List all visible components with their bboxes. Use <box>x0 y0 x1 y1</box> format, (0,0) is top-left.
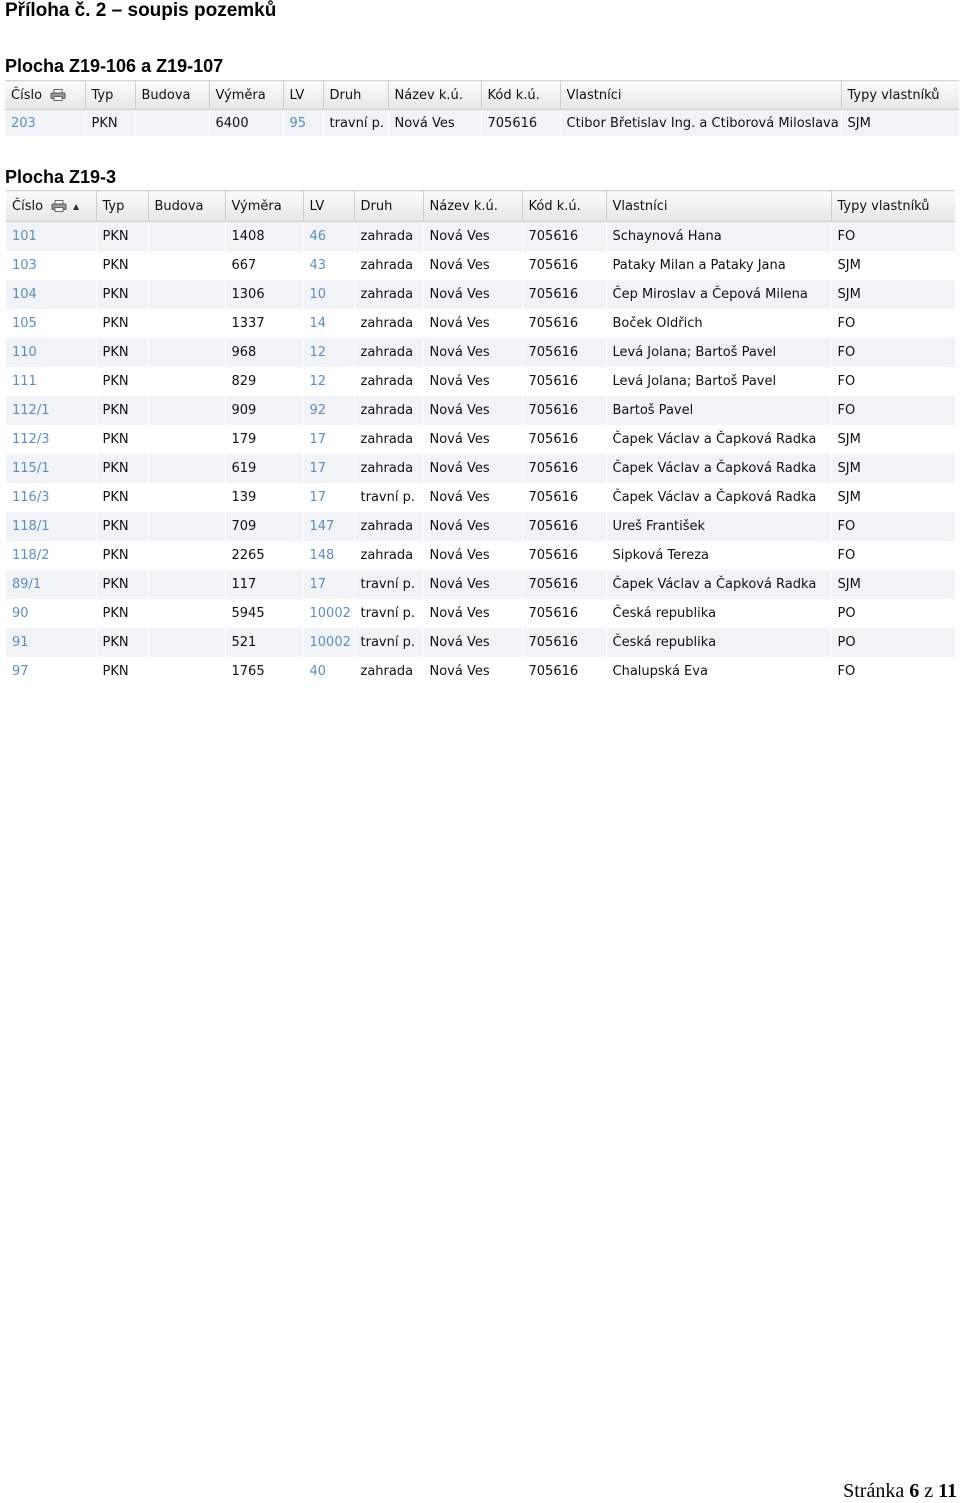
cell-typ: PKN <box>85 110 135 137</box>
column-header-lv[interactable] <box>283 81 323 110</box>
cell-druh: zahrada <box>354 425 423 454</box>
cell-vlastnici: Česká republika <box>606 599 831 628</box>
table-header-row <box>5 81 959 110</box>
cell-vlastnici: Bartoš Pavel <box>606 396 831 425</box>
cell-nazev-ku: Nová Ves <box>423 628 522 657</box>
cell-vlastnici: Česká republika <box>606 628 831 657</box>
cell-lv[interactable]: 17 <box>303 483 354 512</box>
footer-page-number: 6 <box>909 1480 920 1502</box>
table-row[interactable] <box>6 309 955 338</box>
cell-kod-ku: 705616 <box>522 512 606 541</box>
cell-typ: PKN <box>96 628 148 657</box>
column-header-label: Výměra <box>231 198 282 214</box>
cell-cislo[interactable]: 118/2 <box>6 541 96 570</box>
cell-vlastnici: Čapek Václav a Čapková Radka <box>606 570 831 599</box>
cell-kod-ku: 705616 <box>522 396 606 425</box>
cell-lv[interactable]: 92 <box>303 396 354 425</box>
column-header-label: Druh <box>360 198 393 214</box>
cell-budova <box>148 396 225 425</box>
cell-lv[interactable]: 12 <box>303 338 354 367</box>
cell-typy-vlastniku: SJM <box>831 251 955 280</box>
cell-cislo[interactable]: 91 <box>6 628 96 657</box>
cell-cislo[interactable]: 111 <box>6 367 96 396</box>
cell-druh: travní p. <box>354 599 423 628</box>
cell-lv[interactable]: 17 <box>303 570 354 599</box>
column-header-label: Typ <box>91 87 114 103</box>
cell-kod-ku: 705616 <box>522 483 606 512</box>
cell-lv[interactable]: 12 <box>303 367 354 396</box>
cell-kod-ku: 705616 <box>522 338 606 367</box>
cell-vymera: 667 <box>225 251 303 280</box>
cell-typy-vlastniku: FO <box>831 512 955 541</box>
table-row[interactable] <box>6 541 955 570</box>
cell-cislo[interactable]: 118/1 <box>6 512 96 541</box>
cell-vymera: 1765 <box>225 657 303 686</box>
cell-druh: zahrada <box>354 541 423 570</box>
cell-vlastnici: Sipková Tereza <box>606 541 831 570</box>
table-row[interactable] <box>6 483 955 512</box>
cell-typ: PKN <box>96 599 148 628</box>
sort-ascending-icon[interactable]: ▲ <box>73 201 80 211</box>
column-header-kod-ku[interactable] <box>522 191 606 222</box>
cell-nazev-ku: Nová Ves <box>423 338 522 367</box>
cell-kod-ku: 705616 <box>522 570 606 599</box>
cell-vlastnici: Boček Oldřich <box>606 309 831 338</box>
cell-cislo[interactable]: 116/3 <box>6 483 96 512</box>
cell-budova <box>148 222 225 252</box>
cell-lv[interactable]: 10002 <box>303 628 354 657</box>
cell-lv[interactable]: 46 <box>303 222 354 252</box>
table-row[interactable] <box>6 222 955 252</box>
column-header-vlastnici[interactable] <box>606 191 831 222</box>
cell-budova <box>148 512 225 541</box>
parcel-table-z19-3 <box>6 190 955 686</box>
cell-typ: PKN <box>96 251 148 280</box>
cell-typ: PKN <box>96 541 148 570</box>
cell-lv[interactable]: 147 <box>303 512 354 541</box>
cell-druh: zahrada <box>354 657 423 686</box>
cell-typ: PKN <box>96 657 148 686</box>
cell-kod-ku: 705616 <box>522 222 606 252</box>
cell-typy-vlastniku: FO <box>831 338 955 367</box>
cell-nazev-ku: Nová Ves <box>423 396 522 425</box>
column-header-typy-vlastniku[interactable] <box>831 191 955 222</box>
cell-lv[interactable]: 43 <box>303 251 354 280</box>
column-header-label: Vlastníci <box>566 87 622 103</box>
cell-nazev-ku: Nová Ves <box>423 454 522 483</box>
cell-typ: PKN <box>96 338 148 367</box>
cell-typy-vlastniku: SJM <box>831 425 955 454</box>
column-header-label: Kód k.ú. <box>528 198 581 214</box>
cell-vlastnici: Schaynová Hana <box>606 222 831 252</box>
cell-druh: zahrada <box>354 454 423 483</box>
cell-cislo[interactable]: 104 <box>6 280 96 309</box>
cell-cislo[interactable]: 112/3 <box>6 425 96 454</box>
cell-druh: zahrada <box>354 280 423 309</box>
cell-nazev-ku: Nová Ves <box>423 599 522 628</box>
cell-vlastnici: Pataky Milan a Pataky Jana <box>606 251 831 280</box>
column-header-label: Číslo <box>11 87 43 103</box>
cell-lv[interactable]: 95 <box>283 110 323 137</box>
cell-kod-ku: 705616 <box>522 367 606 396</box>
cell-budova <box>148 483 225 512</box>
footer-separator: z <box>924 1480 934 1502</box>
cell-lv[interactable]: 17 <box>303 425 354 454</box>
cell-nazev-ku: Nová Ves <box>388 110 481 137</box>
column-header-label: Výměra <box>215 87 266 103</box>
cell-vymera: 139 <box>225 483 303 512</box>
column-header-druh[interactable] <box>323 81 388 110</box>
cell-budova <box>148 454 225 483</box>
cell-vlastnici: Čep Miroslav a Čepová Milena <box>606 280 831 309</box>
column-header-druh[interactable] <box>354 191 423 222</box>
column-header-label: LV <box>289 87 305 103</box>
section-heading-z19-106-107: Plocha Z19-106 a Z19-107 <box>5 56 224 76</box>
cell-vlastnici: Čapek Václav a Čapková Radka <box>606 425 831 454</box>
cell-lv[interactable]: 14 <box>303 309 354 338</box>
cell-cislo[interactable]: 90 <box>6 599 96 628</box>
table-row[interactable] <box>6 280 955 309</box>
table-row[interactable] <box>6 367 955 396</box>
column-header-budova[interactable] <box>148 191 225 222</box>
cell-druh: zahrada <box>354 222 423 252</box>
table-row[interactable] <box>6 396 955 425</box>
column-header-label: Číslo <box>12 198 44 214</box>
cell-budova <box>135 110 209 137</box>
column-header-vlastnici[interactable] <box>560 81 841 110</box>
cell-typ: PKN <box>96 454 148 483</box>
cell-vymera: 521 <box>225 628 303 657</box>
cell-lv[interactable]: 17 <box>303 454 354 483</box>
cell-vymera: 5945 <box>225 599 303 628</box>
table-row[interactable] <box>6 251 955 280</box>
cell-lv[interactable]: 148 <box>303 541 354 570</box>
cell-kod-ku: 705616 <box>522 628 606 657</box>
column-header-label: Typy vlastníků <box>847 87 940 103</box>
cell-nazev-ku: Nová Ves <box>423 512 522 541</box>
column-header-label: Druh <box>329 87 362 103</box>
table-row[interactable] <box>6 570 955 599</box>
cell-nazev-ku: Nová Ves <box>423 657 522 686</box>
column-header-label: Název k.ú. <box>429 198 498 214</box>
cell-kod-ku: 705616 <box>522 309 606 338</box>
column-header-label: Budova <box>141 87 191 103</box>
cell-typy-vlastniku: PO <box>831 599 955 628</box>
section-heading-z19-3: Plocha Z19-3 <box>5 167 117 187</box>
column-header-kod-ku[interactable] <box>481 81 560 110</box>
cell-typy-vlastniku: SJM <box>831 454 955 483</box>
cell-kod-ku: 705616 <box>522 280 606 309</box>
page-title: Příloha č. 2 – soupis pozemků <box>5 0 277 21</box>
cell-druh: zahrada <box>354 338 423 367</box>
cell-typ: PKN <box>96 309 148 338</box>
cell-vymera: 968 <box>225 338 303 367</box>
table-row[interactable] <box>6 657 955 686</box>
table-row[interactable] <box>6 628 955 657</box>
cell-vymera: 709 <box>225 512 303 541</box>
column-header-label: Kód k.ú. <box>487 87 540 103</box>
cell-typy-vlastniku: FO <box>831 367 955 396</box>
cell-vlastnici: Chalupská Eva <box>606 657 831 686</box>
table-row[interactable] <box>6 512 955 541</box>
cell-vymera: 909 <box>225 396 303 425</box>
cell-typy-vlastniku: SJM <box>831 280 955 309</box>
column-header-typ[interactable] <box>85 81 135 110</box>
cell-druh: travní p. <box>323 110 388 137</box>
cell-typ: PKN <box>96 280 148 309</box>
cell-typy-vlastniku: SJM <box>841 110 959 137</box>
column-header-label: Název k.ú. <box>394 87 463 103</box>
cell-typy-vlastniku: FO <box>831 657 955 686</box>
cell-budova <box>148 367 225 396</box>
table-header-row <box>6 191 955 222</box>
cell-budova <box>148 628 225 657</box>
cell-cislo[interactable]: 203 <box>5 110 85 137</box>
cell-cislo[interactable]: 112/1 <box>6 396 96 425</box>
cell-vlastnici: Čapek Václav a Čapková Radka <box>606 454 831 483</box>
column-header-label: LV <box>309 198 325 214</box>
cell-vymera: 6400 <box>209 110 283 137</box>
column-header-label: Vlastníci <box>612 198 668 214</box>
cell-typy-vlastniku: PO <box>831 628 955 657</box>
cell-vymera: 2265 <box>225 541 303 570</box>
cell-budova <box>148 280 225 309</box>
cell-cislo[interactable]: 110 <box>6 338 96 367</box>
footer-label: Stránka <box>843 1480 905 1502</box>
cell-typ: PKN <box>96 396 148 425</box>
cell-typy-vlastniku: FO <box>831 541 955 570</box>
cell-vymera: 1306 <box>225 280 303 309</box>
cell-druh: zahrada <box>354 512 423 541</box>
cell-cislo[interactable]: 101 <box>6 222 96 252</box>
cell-nazev-ku: Nová Ves <box>423 309 522 338</box>
cell-budova <box>148 570 225 599</box>
table-row[interactable] <box>6 338 955 367</box>
cell-vymera: 179 <box>225 425 303 454</box>
cell-vlastnici: Ureš František <box>606 512 831 541</box>
cell-budova <box>148 425 225 454</box>
cell-druh: travní p. <box>354 570 423 599</box>
cell-cislo[interactable]: 89/1 <box>6 570 96 599</box>
cell-cislo[interactable]: 105 <box>6 309 96 338</box>
cell-kod-ku: 705616 <box>522 454 606 483</box>
cell-vlastnici: Ctibor Břetislav Ing. a Ctiborová Miloslava <box>560 110 841 137</box>
cell-vlastnici: Čapek Václav a Čapková Radka <box>606 483 831 512</box>
cell-druh: zahrada <box>354 309 423 338</box>
column-header-label: Budova <box>154 198 204 214</box>
column-header-typy-vlastniku[interactable] <box>841 81 959 110</box>
cell-vymera: 1337 <box>225 309 303 338</box>
column-header-typ[interactable] <box>96 191 148 222</box>
table-row[interactable] <box>5 110 959 137</box>
cell-typ: PKN <box>96 425 148 454</box>
cell-nazev-ku: Nová Ves <box>423 425 522 454</box>
cell-typ: PKN <box>96 570 148 599</box>
cell-typ: PKN <box>96 222 148 252</box>
cell-budova <box>148 599 225 628</box>
cell-vlastnici: Levá Jolana; Bartoš Pavel <box>606 367 831 396</box>
cell-budova <box>148 309 225 338</box>
cell-druh: zahrada <box>354 396 423 425</box>
column-header-nazev-ku[interactable] <box>388 81 481 110</box>
cell-typy-vlastniku: SJM <box>831 570 955 599</box>
cell-vymera: 117 <box>225 570 303 599</box>
cell-kod-ku: 705616 <box>522 541 606 570</box>
cell-lv[interactable]: 10 <box>303 280 354 309</box>
cell-vlastnici: Levá Jolana; Bartoš Pavel <box>606 338 831 367</box>
cell-lv[interactable]: 10002 <box>303 599 354 628</box>
cell-typ: PKN <box>96 512 148 541</box>
cell-kod-ku: 705616 <box>522 599 606 628</box>
cell-typy-vlastniku: FO <box>831 222 955 252</box>
column-header-nazev-ku[interactable] <box>423 191 522 222</box>
cell-vymera: 829 <box>225 367 303 396</box>
cell-typ: PKN <box>96 367 148 396</box>
cell-typy-vlastniku: FO <box>831 396 955 425</box>
cell-vymera: 619 <box>225 454 303 483</box>
cell-nazev-ku: Nová Ves <box>423 367 522 396</box>
cell-druh: travní p. <box>354 483 423 512</box>
cell-cislo[interactable]: 103 <box>6 251 96 280</box>
cell-budova <box>148 657 225 686</box>
cell-typ: PKN <box>96 483 148 512</box>
cell-budova <box>148 251 225 280</box>
cell-nazev-ku: Nová Ves <box>423 280 522 309</box>
column-header-lv[interactable] <box>303 191 354 222</box>
cell-kod-ku: 705616 <box>481 110 560 137</box>
parcel-table-z19-106-107 <box>5 80 959 136</box>
cell-druh: travní p. <box>354 628 423 657</box>
table-row[interactable] <box>6 425 955 454</box>
column-header-budova[interactable] <box>135 81 209 110</box>
cell-druh: zahrada <box>354 367 423 396</box>
cell-budova <box>148 338 225 367</box>
cell-kod-ku: 705616 <box>522 251 606 280</box>
column-header-cislo[interactable] <box>5 81 85 110</box>
cell-vymera: 1408 <box>225 222 303 252</box>
cell-nazev-ku: Nová Ves <box>423 570 522 599</box>
column-header-vymera[interactable] <box>209 81 283 110</box>
cell-nazev-ku: Nová Ves <box>423 483 522 512</box>
column-header-vymera[interactable] <box>225 191 303 222</box>
cell-druh: zahrada <box>354 251 423 280</box>
cell-cislo[interactable]: 115/1 <box>6 454 96 483</box>
column-header-label: Typy vlastníků <box>837 198 930 214</box>
cell-nazev-ku: Nová Ves <box>423 251 522 280</box>
printer-icon[interactable] <box>51 200 67 212</box>
cell-typy-vlastniku: FO <box>831 309 955 338</box>
cell-lv[interactable]: 40 <box>303 657 354 686</box>
column-header-label: Typ <box>102 198 125 214</box>
printer-icon[interactable] <box>50 89 66 101</box>
cell-typy-vlastniku: SJM <box>831 483 955 512</box>
cell-cislo[interactable]: 97 <box>6 657 96 686</box>
cell-kod-ku: 705616 <box>522 425 606 454</box>
column-header-cislo[interactable] <box>6 191 96 222</box>
table-row[interactable] <box>6 599 955 628</box>
footer-page-total: 11 <box>938 1480 957 1502</box>
table-row[interactable] <box>6 454 955 483</box>
cell-nazev-ku: Nová Ves <box>423 222 522 252</box>
cell-kod-ku: 705616 <box>522 657 606 686</box>
cell-budova <box>148 541 225 570</box>
cell-nazev-ku: Nová Ves <box>423 541 522 570</box>
